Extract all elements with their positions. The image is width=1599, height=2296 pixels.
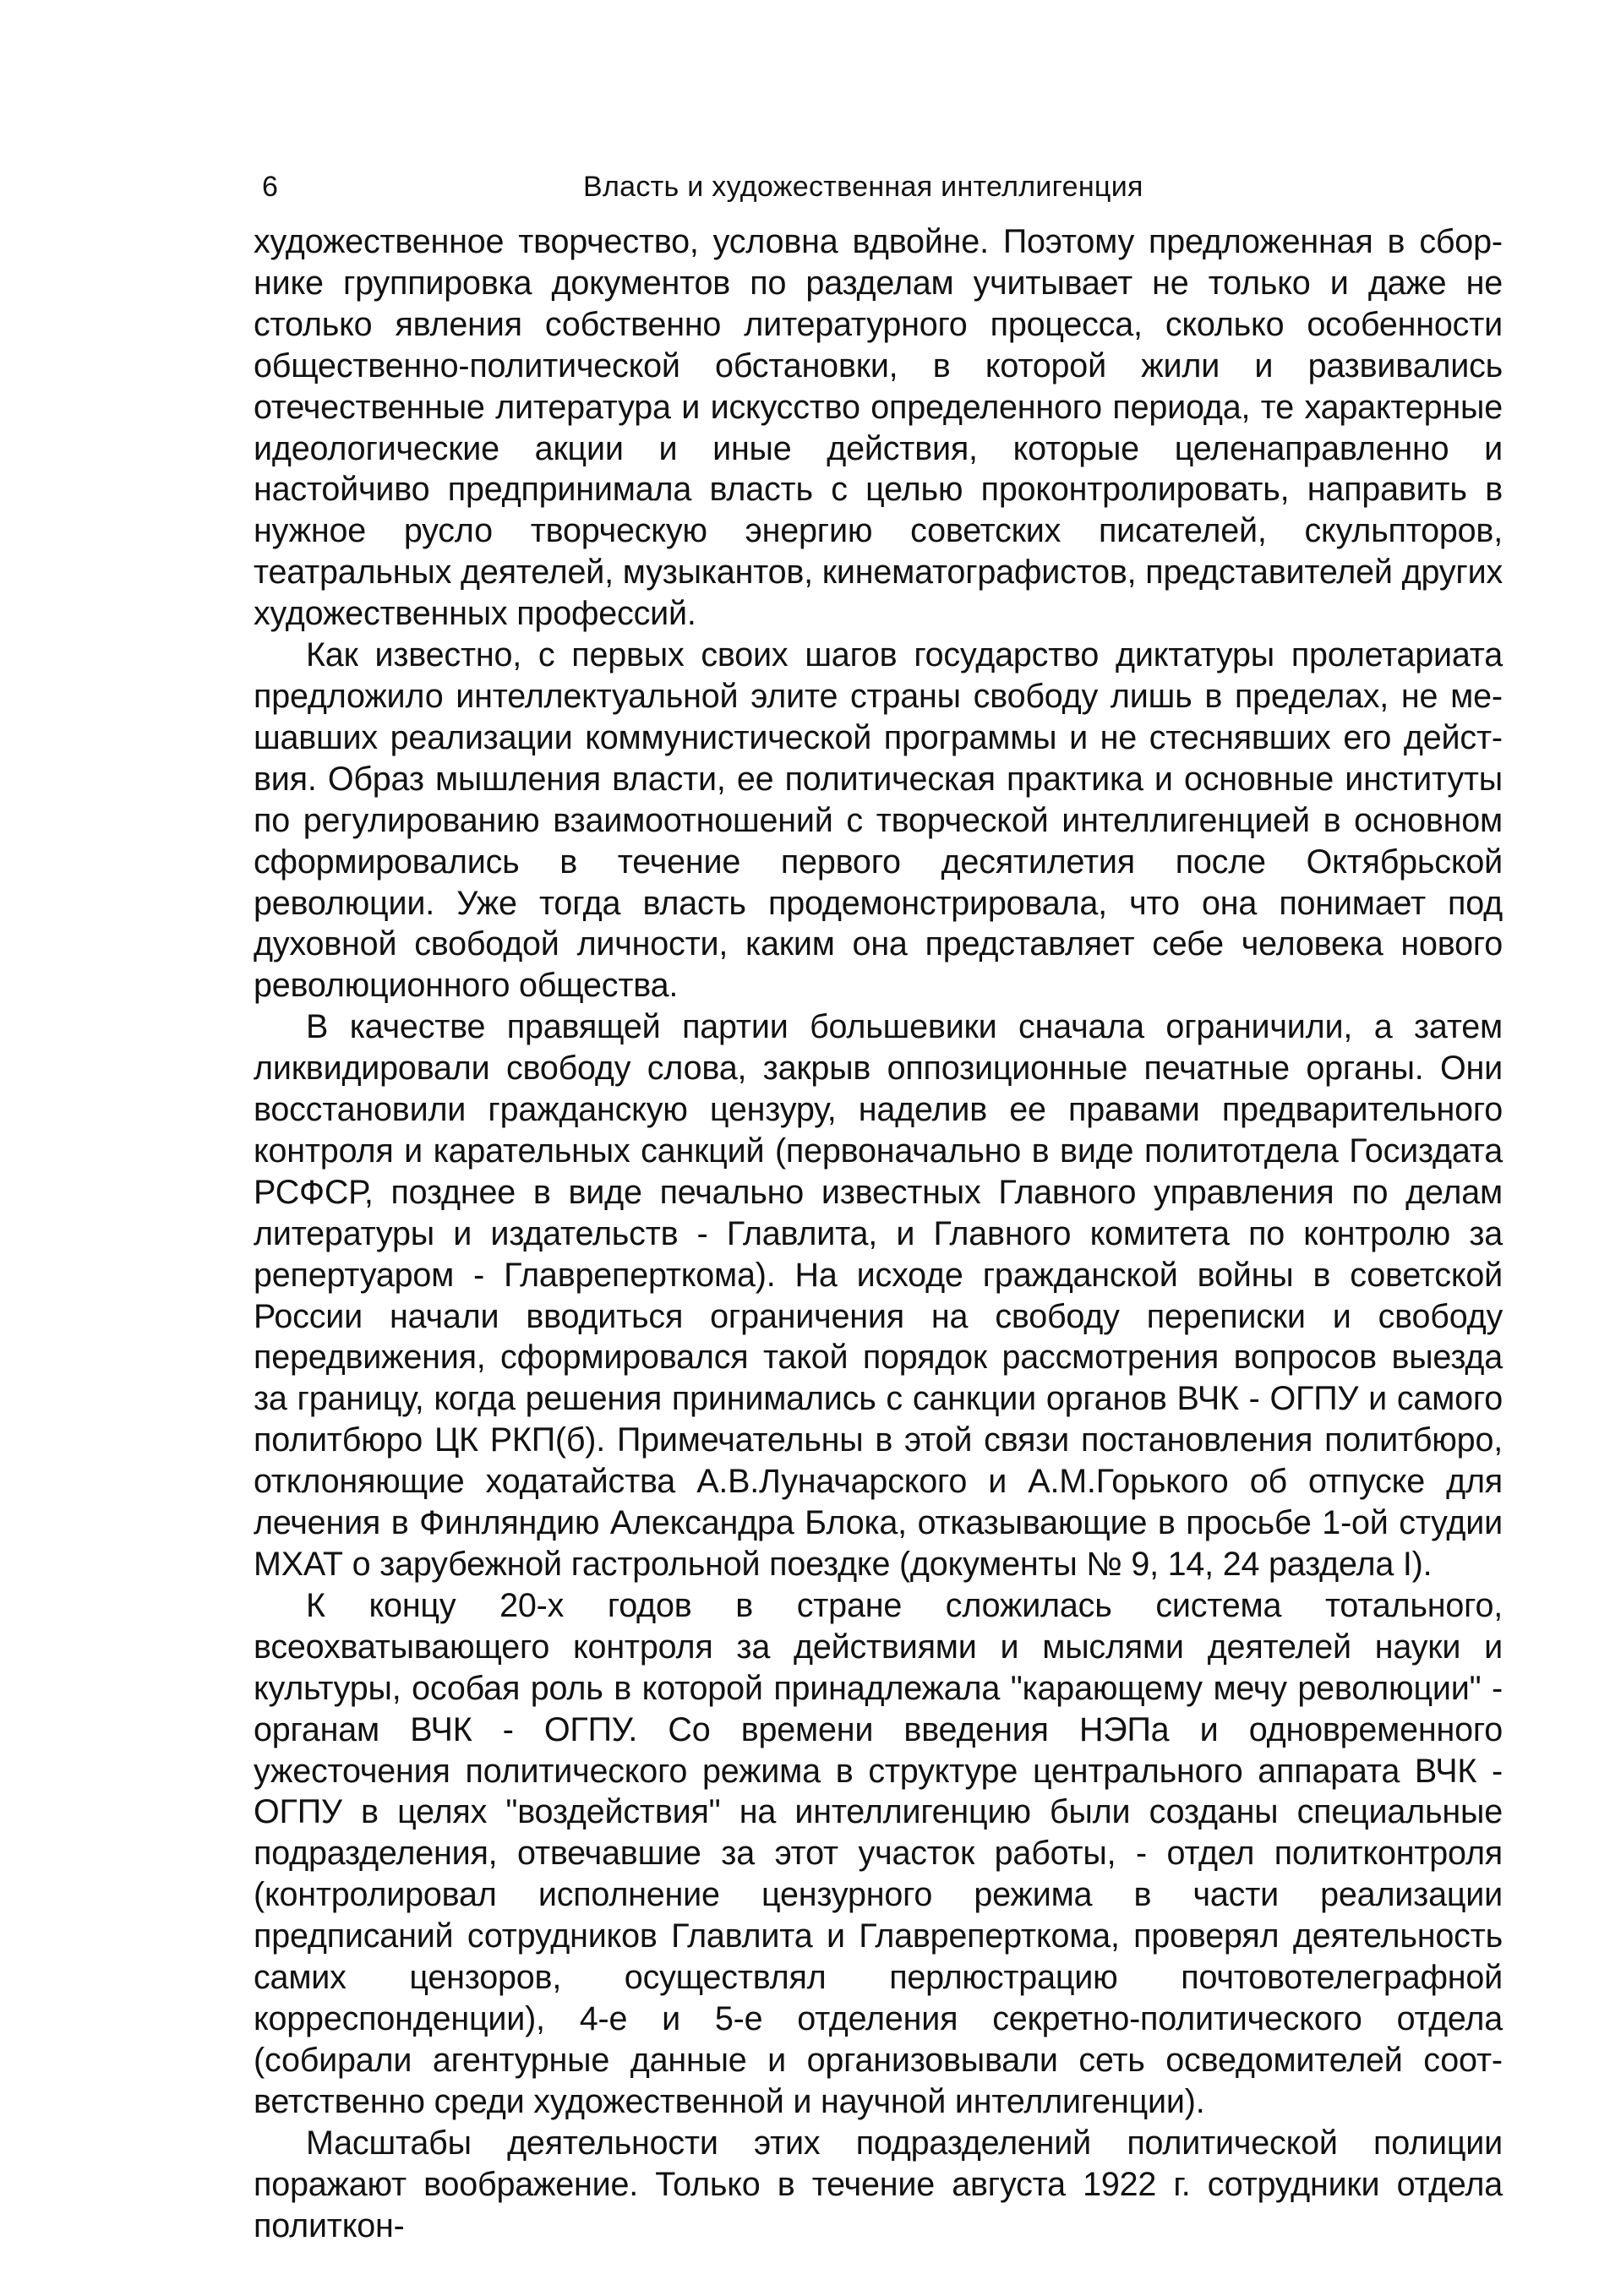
running-title: Власть и художественная интеллигенция bbox=[583, 171, 1143, 203]
running-header bbox=[254, 166, 1378, 208]
paragraph-1: художественное творчество, условна вдвойне. Поэтому предложенная в сборнике группировка документов по разделам учитывает не только и даже не столько явления собственно литературного процесса, сколько особенности общественно-политической обстановки, в которой жили и развивались отечественные литература и искусство определенного периода, те характерные идеологические акции и иные действия, которые целенаправленно и настойчиво предпринимала власть с целью проконтролировать, направить в нужное русло творческую энергию советских писателей, скульпторов, театральных деятелей, музыкантов, кинематографистов, представителей других художественных профессий. bbox=[254, 223, 1503, 633]
page-number: 6 bbox=[262, 171, 278, 203]
paragraph-4: К концу 20-х годов в стране сложилась система тотального, всеохватывающего контроля за действиями и мыслями деятелей науки и культуры, особая роль в которой принадлежала "карающему мечу революции" - органам ВЧК - ОГПУ. Со времени введения НЭПа и одновременного ужесточения политического режима в структуре центрального аппарата ВЧК - ОГПУ в целях "воздействия" на интеллигенцию были созданы специальные подразделения, отвечавшие за этот участок работы, - отдел политконтроля (контролировал исполнение цензурного режима в части реализации предписаний сотрудников Главлита и Главреперткома, проверял деятельность самих цензоров, осуществлял перлюстрацию почтовотелеграфной корреспонденции), 4-е и 5-е отделения секретно-политического отдела (собирали агентурные данные и организовывали сеть осведомителей соответственно среди художественной и научной интеллигенции). bbox=[254, 1586, 1503, 2120]
body-text bbox=[254, 221, 1503, 2244]
paragraph-5: Масштабы деятельности этих подразделений политической полиции поражают воображение. Только в течение августа 1922 г. сотрудники отдела политкон- bbox=[254, 2124, 1503, 2244]
paragraph-3: В качестве правящей партии большевики сначала ограничили, а затем ликвидировали свободу слова, закрыв оппозиционные печатные органы. Они восстановили гражданскую цензуру, наделив ее правами предварительного контроля и карательных санкций (первоначально в виде политотдела Госиздата РСФСР, позднее в виде печально известных Главного управления по делам литературы и издательств - Главлита, и Главного комитета по контролю за репертуаром - Главреперткома). На исходе гражданской войны в советской России начали вводиться ограничения на свободу переписки и свободу передвижения, сформировался такой порядок рассмотрения вопросов выезда за границу, когда решения принимались с санкции органов ВЧК - ОГПУ и самого политбюро ЦК РКП(б). Примечательны в этой связи постановления политбюро, отклоняющие ходатайства А.В.Луначарского и А.М.Горького об отпуске для лечения в Финляндию Александра Блока, отказывающие в просьбе 1-ой студии МХАТ о зарубежной гастрольной поездке (документы № 9, 14, 24 раздела I). bbox=[254, 1008, 1503, 1583]
paragraph-2: Как известно, с первых своих шагов государство диктатуры пролетариата предложило интеллектуальной элите страны свободу лишь в пределах, не мешавших реализации коммунистической программы и не стеснявших его действия. Образ мышления власти, ее политическая практика и основные институты по регулированию взаимоотношений с творческой интеллигенцией в основном сформировались в течение первого десятилетия после Октябрьской революции. Уже тогда власть продемонстрировала, что она понимает под духовной свободой личности, каким она представляет себе человека нового революционного общества. bbox=[254, 636, 1503, 1005]
